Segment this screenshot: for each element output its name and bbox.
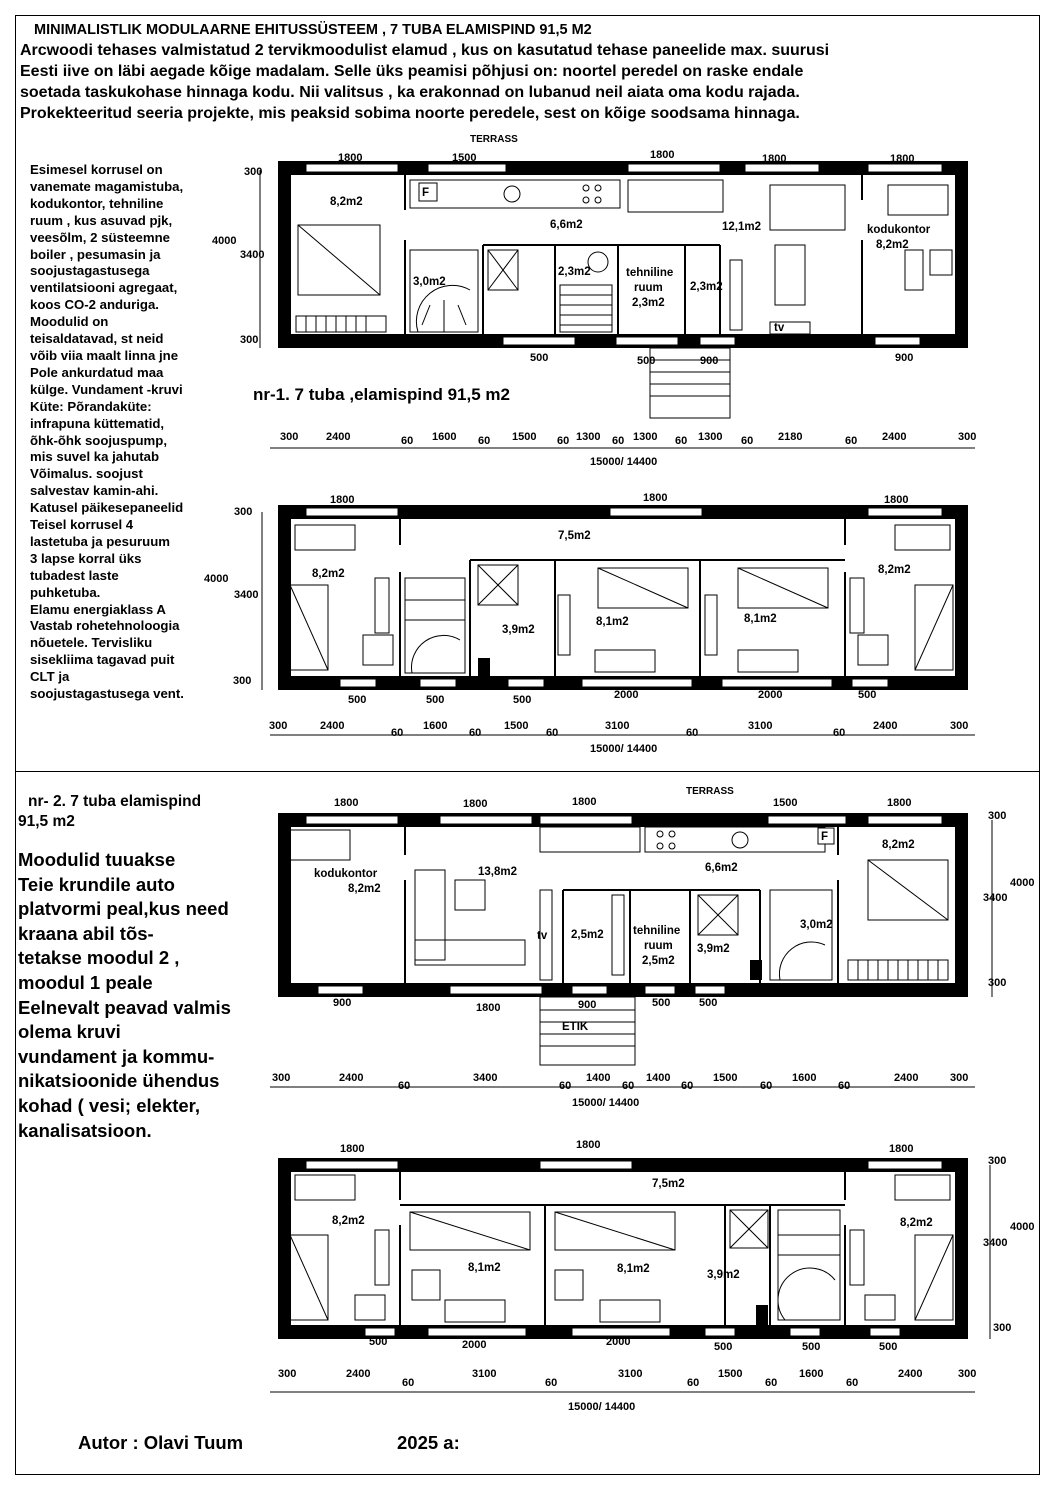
intro-line: Eesti iive on läbi aegade kõige madalam. Selle üks peamisi põhjusi on: noortel peredel on raske endale bbox=[20, 63, 804, 80]
dim-label: 1600 bbox=[423, 720, 448, 732]
window-dim: 500 bbox=[530, 352, 549, 364]
window-dim: 500 bbox=[714, 1341, 733, 1353]
description-line: Teisel korrusel 4 bbox=[30, 517, 134, 533]
delivery-line: vundament ja kommu- bbox=[18, 1045, 215, 1067]
wall bbox=[955, 161, 968, 348]
dim-label: 3400 bbox=[234, 589, 259, 601]
dim-label: 1300 bbox=[698, 431, 723, 443]
description-line: koos CO-2 anduriga. bbox=[30, 297, 159, 313]
dim-label: 300 bbox=[958, 1368, 977, 1380]
plan2-title: 91,5 m2 bbox=[18, 813, 75, 830]
room-area: 13,8m2 bbox=[478, 866, 518, 878]
window-dim: 1800 bbox=[762, 153, 787, 165]
dim-label: 3400 bbox=[473, 1072, 498, 1084]
description-line: soojustagastusega bbox=[30, 263, 150, 279]
dim-label: 1600 bbox=[432, 431, 457, 443]
window-dim: 1800 bbox=[476, 1002, 501, 1014]
dim-label: 60 bbox=[675, 435, 688, 447]
description-line: puhketuba. bbox=[30, 584, 101, 600]
description-line: salvestav kamin-ahi. bbox=[30, 483, 159, 499]
plan2-title: nr- 2. 7 tuba elamispind bbox=[28, 793, 202, 810]
intro-line: Prokekteeritud seeria projekte, mis peaksid sobima noorte peredele, sest on kõige soodsama hinnaga. bbox=[20, 105, 800, 122]
room-area: 8,2m2 bbox=[878, 564, 911, 576]
window-dim: 500 bbox=[513, 694, 532, 706]
window-dim: 1800 bbox=[330, 494, 355, 506]
room-area: 7,5m2 bbox=[652, 1178, 685, 1190]
description-line: vanemate magamistuba, bbox=[30, 178, 184, 194]
window-dim: 900 bbox=[700, 355, 719, 367]
dim-label: 2400 bbox=[873, 720, 898, 732]
dim-label: 4000 bbox=[212, 235, 237, 247]
dim-label: 300 bbox=[233, 675, 252, 687]
dim-label: 4000 bbox=[1010, 1221, 1035, 1233]
room-area: 2,3m2 bbox=[558, 266, 591, 278]
room-label: ruum bbox=[644, 940, 673, 952]
window-dim: 1800 bbox=[340, 1143, 365, 1155]
intro-line: soetada taskukohase hinnaga kodu. Nii valitsus , ka erakonnad on lubanud neil aiata oma kodu rajada. bbox=[20, 84, 800, 101]
window-dim: 500 bbox=[802, 1341, 821, 1353]
dim-label: 300 bbox=[950, 1072, 969, 1084]
window-dim: 1800 bbox=[338, 152, 363, 164]
room-area: 2,3m2 bbox=[632, 297, 665, 309]
window-dim: 900 bbox=[333, 997, 352, 1009]
room-area: 8,2m2 bbox=[348, 883, 381, 895]
room-area: 3,0m2 bbox=[800, 919, 833, 931]
delivery-line: moodul 1 peale bbox=[18, 971, 153, 993]
window-dim: 2000 bbox=[758, 689, 783, 701]
delivery-line: tetakse moodul 2 , bbox=[18, 947, 180, 969]
window-dim: 1800 bbox=[650, 149, 675, 161]
tv-label: tv bbox=[537, 930, 548, 942]
dim-label: 4000 bbox=[204, 573, 229, 585]
window-dim: 500 bbox=[637, 355, 656, 367]
delivery-line: Eelnevalt peavad valmis bbox=[18, 996, 231, 1018]
description-line: Vastab rohetehnoloogia bbox=[30, 618, 180, 634]
window-dim: 1800 bbox=[884, 494, 909, 506]
room-area: 8,1m2 bbox=[596, 616, 629, 628]
dim-label: 3400 bbox=[240, 249, 265, 261]
window-dim: 500 bbox=[652, 997, 671, 1009]
dim-label: 60 bbox=[846, 1377, 859, 1389]
room-area: 8,2m2 bbox=[900, 1217, 933, 1229]
plan1-ground-floor bbox=[212, 134, 976, 468]
dim-label: 300 bbox=[278, 1368, 297, 1380]
description-line: soojustagastusega vent. bbox=[30, 686, 184, 702]
room-area: 2,5m2 bbox=[642, 955, 675, 967]
dim-label: 1500 bbox=[718, 1368, 743, 1380]
room-area: 8,1m2 bbox=[617, 1263, 650, 1275]
window-dim: 500 bbox=[879, 1341, 898, 1353]
plan1-upper-floor bbox=[204, 492, 975, 755]
delivery-line: kraana abil tõs- bbox=[18, 922, 154, 944]
window-dim: 2000 bbox=[606, 1336, 631, 1348]
description-line: õhk-õhk soojuspump, bbox=[30, 432, 168, 448]
dim-label: 1300 bbox=[576, 431, 601, 443]
window-dim: 2000 bbox=[614, 689, 639, 701]
window-dim: 1800 bbox=[887, 797, 912, 809]
dim-label: 300 bbox=[988, 1155, 1007, 1167]
description-line: infrapuna küttematid, bbox=[30, 415, 165, 431]
description-line: veesõlm, 2 süsteemne bbox=[30, 229, 171, 245]
room-area: 3,9m2 bbox=[502, 624, 535, 636]
description-line: CLT ja bbox=[30, 669, 70, 685]
terrace-label: TERRASS bbox=[686, 786, 734, 797]
wall bbox=[278, 161, 291, 348]
dim-label: 300 bbox=[280, 431, 299, 443]
room-label: ruum bbox=[634, 282, 663, 294]
dim-label: 3400 bbox=[983, 892, 1008, 904]
description-line: teisaldatavad, st neid bbox=[30, 331, 164, 347]
dim-label: 1300 bbox=[633, 431, 658, 443]
window-dim: 500 bbox=[699, 997, 718, 1009]
dim-label: 300 bbox=[240, 334, 259, 346]
description-line: Moodulid on bbox=[30, 314, 109, 330]
room-area: 8,2m2 bbox=[330, 196, 363, 208]
dim-label: 60 bbox=[612, 435, 625, 447]
dim-label: 3100 bbox=[605, 720, 630, 732]
dim-label: 3400 bbox=[983, 1237, 1008, 1249]
description-line: Võimalus. soojust bbox=[30, 466, 143, 482]
delivery-line: kanalisatsioon. bbox=[18, 1119, 152, 1141]
window-dim: 900 bbox=[578, 999, 597, 1011]
description-line: kodukontor, tehniline bbox=[30, 195, 164, 211]
plan2-upper-floor bbox=[270, 1139, 1034, 1413]
dim-label: 60 bbox=[741, 435, 754, 447]
delivery-line: Teie krundile auto bbox=[18, 873, 175, 895]
window-dim: 1800 bbox=[463, 798, 488, 810]
room-label: kodukontor bbox=[867, 224, 931, 236]
room-area: 8,1m2 bbox=[468, 1262, 501, 1274]
window-dim: 1800 bbox=[334, 797, 359, 809]
window-dim: 500 bbox=[426, 694, 445, 706]
window-dim: 1800 bbox=[572, 796, 597, 808]
page-title: MINIMALISTLIK MODULAARNE EHITUSSÜSTEEM , 7 TUBA ELAMISPIND 91,5 M2 bbox=[34, 22, 592, 38]
total-dim: 15000/ 14400 bbox=[572, 1097, 640, 1109]
room-area: 8,2m2 bbox=[312, 568, 345, 580]
dim-label: 2400 bbox=[320, 720, 345, 732]
dim-label: 1500 bbox=[504, 720, 529, 732]
dim-label: 60 bbox=[845, 435, 858, 447]
year: 2025 a: bbox=[397, 1432, 460, 1453]
room-area: 8,2m2 bbox=[332, 1215, 365, 1227]
dim-label: 2400 bbox=[898, 1368, 923, 1380]
delivery-line: platvormi peal,kus need bbox=[18, 898, 229, 920]
delivery-line: kohad ( vesi; elekter, bbox=[18, 1094, 201, 1116]
description-line: nõuetele. Tervisliku bbox=[30, 635, 153, 651]
dim-label: 3100 bbox=[748, 720, 773, 732]
dim-label: 60 bbox=[622, 1080, 635, 1092]
description-line: külge. Vundament -kruvi bbox=[30, 381, 183, 397]
delivery-line: Moodulid tuuakse bbox=[18, 849, 176, 870]
window-dim: 1800 bbox=[889, 1143, 914, 1155]
description-line: Katusel päikesepaneelid bbox=[30, 500, 184, 516]
dim-label: 2400 bbox=[326, 431, 351, 443]
plan2-ground-floor bbox=[270, 786, 1034, 1109]
dim-label: 3100 bbox=[618, 1368, 643, 1380]
dim-label: 2400 bbox=[339, 1072, 364, 1084]
dim-label: 60 bbox=[765, 1377, 778, 1389]
description-line: mis suvel ka jahutab bbox=[30, 449, 159, 465]
description-line: 3 lapse korral üks bbox=[30, 550, 142, 566]
room-area: 6,6m2 bbox=[705, 862, 738, 874]
description-line: ruum , kus asuvad pjk, bbox=[30, 212, 173, 228]
description-line: võib viia maalt linna jne bbox=[30, 347, 179, 363]
dim-label: 60 bbox=[402, 1377, 415, 1389]
dim-label: 60 bbox=[398, 1080, 411, 1092]
room-area: 3,9m2 bbox=[697, 943, 730, 955]
window-dim: 900 bbox=[895, 352, 914, 364]
terrace-label: TERRASS bbox=[470, 134, 518, 145]
room-label: tehniline bbox=[626, 267, 674, 279]
dim-label: 60 bbox=[401, 435, 414, 447]
window-dim: 2000 bbox=[462, 1339, 487, 1351]
room-area: 3,9m2 bbox=[707, 1269, 740, 1281]
dim-label: 1400 bbox=[646, 1072, 671, 1084]
fridge-label: F bbox=[422, 187, 430, 199]
dim-label: 300 bbox=[272, 1072, 291, 1084]
dim-label: 2400 bbox=[894, 1072, 919, 1084]
description-line: Küte: Põrandaküte: bbox=[30, 398, 152, 414]
dim-label: 60 bbox=[478, 435, 491, 447]
dim-label: 60 bbox=[760, 1080, 773, 1092]
window-dim: 1800 bbox=[643, 492, 668, 504]
dim-label: 60 bbox=[681, 1080, 694, 1092]
room-area: 12,1m2 bbox=[722, 221, 762, 233]
dim-label: 300 bbox=[988, 810, 1007, 822]
dim-label: 1500 bbox=[512, 431, 537, 443]
window-dim: 1800 bbox=[576, 1139, 601, 1151]
dim-label: 60 bbox=[391, 727, 404, 739]
window-dim: 1500 bbox=[773, 797, 798, 809]
room-area: 6,6m2 bbox=[550, 219, 583, 231]
dim-label: 300 bbox=[950, 720, 969, 732]
dim-label: 300 bbox=[958, 431, 977, 443]
total-dim: 15000/ 14400 bbox=[568, 1401, 636, 1413]
dim-label: 60 bbox=[557, 435, 570, 447]
dim-label: 300 bbox=[988, 977, 1007, 989]
window-dim: 1500 bbox=[452, 152, 477, 164]
description-line: Esimesel korrusel on bbox=[30, 162, 163, 177]
dim-label: 300 bbox=[269, 720, 288, 732]
dim-label: 1400 bbox=[586, 1072, 611, 1084]
dim-label: 60 bbox=[545, 1377, 558, 1389]
porch-label: ETIK bbox=[562, 1021, 589, 1033]
description-line: Pole ankurdatud maa bbox=[30, 364, 164, 380]
window-dim: 500 bbox=[348, 694, 367, 706]
delivery-line: olema kruvi bbox=[18, 1021, 121, 1043]
dim-label: 300 bbox=[244, 166, 263, 178]
dim-label: 60 bbox=[546, 727, 559, 739]
fridge-label: F bbox=[821, 831, 829, 843]
room-area: 8,2m2 bbox=[876, 239, 909, 251]
description-line: tubadest laste bbox=[30, 567, 119, 583]
dim-label: 2400 bbox=[346, 1368, 371, 1380]
window-dim: 500 bbox=[858, 689, 877, 701]
description-line: boiler , pesumasin ja bbox=[30, 246, 161, 262]
total-dim: 15000/ 14400 bbox=[590, 743, 658, 755]
dim-label: 60 bbox=[469, 727, 482, 739]
dim-label: 60 bbox=[559, 1080, 572, 1092]
dim-label: 4000 bbox=[1010, 877, 1035, 889]
description-line: lastetuba ja pesuruum bbox=[30, 533, 170, 549]
plan1-caption: nr-1. 7 tuba ,elamispind 91,5 m2 bbox=[253, 385, 510, 404]
dim-label: 300 bbox=[234, 506, 253, 518]
dim-label: 60 bbox=[686, 727, 699, 739]
room-area: 2,5m2 bbox=[571, 929, 604, 941]
room-label: kodukontor bbox=[314, 868, 378, 880]
description-line: ventilatsiooni agregaat, bbox=[30, 280, 178, 296]
dim-label: 60 bbox=[838, 1080, 851, 1092]
tv-label: tv bbox=[774, 322, 785, 334]
window-dim: 500 bbox=[369, 1336, 388, 1348]
dim-label: 3100 bbox=[472, 1368, 497, 1380]
room-area: 2,3m2 bbox=[690, 281, 723, 293]
dim-label: 300 bbox=[993, 1322, 1012, 1334]
description-line: sisekliima tagavad puit bbox=[30, 652, 175, 668]
intro-line: Arcwoodi tehases valmistatud 2 tervikmoodulist elamud , kus on kasutatud tehase paneelide max. suurusi bbox=[20, 42, 830, 59]
dim-label: 60 bbox=[833, 727, 846, 739]
window-dim: 1800 bbox=[890, 153, 915, 165]
dim-label: 1600 bbox=[792, 1072, 817, 1084]
dim-label: 2180 bbox=[778, 431, 803, 443]
room-area: 7,5m2 bbox=[558, 530, 591, 542]
delivery-line: nikatsioonide ühendus bbox=[18, 1070, 220, 1092]
total-dim: 15000/ 14400 bbox=[590, 456, 658, 468]
dim-label: 2400 bbox=[882, 431, 907, 443]
room-label: tehniline bbox=[633, 925, 681, 937]
description-line: Elamu energiaklass A bbox=[30, 601, 166, 617]
room-area: 3,0m2 bbox=[413, 276, 446, 288]
dim-label: 1600 bbox=[799, 1368, 824, 1380]
dim-label: 60 bbox=[687, 1377, 700, 1389]
dim-label: 1500 bbox=[713, 1072, 738, 1084]
room-area: 8,2m2 bbox=[882, 839, 915, 851]
room-area: 8,1m2 bbox=[744, 613, 777, 625]
author: Autor : Olavi Tuum bbox=[78, 1432, 244, 1453]
